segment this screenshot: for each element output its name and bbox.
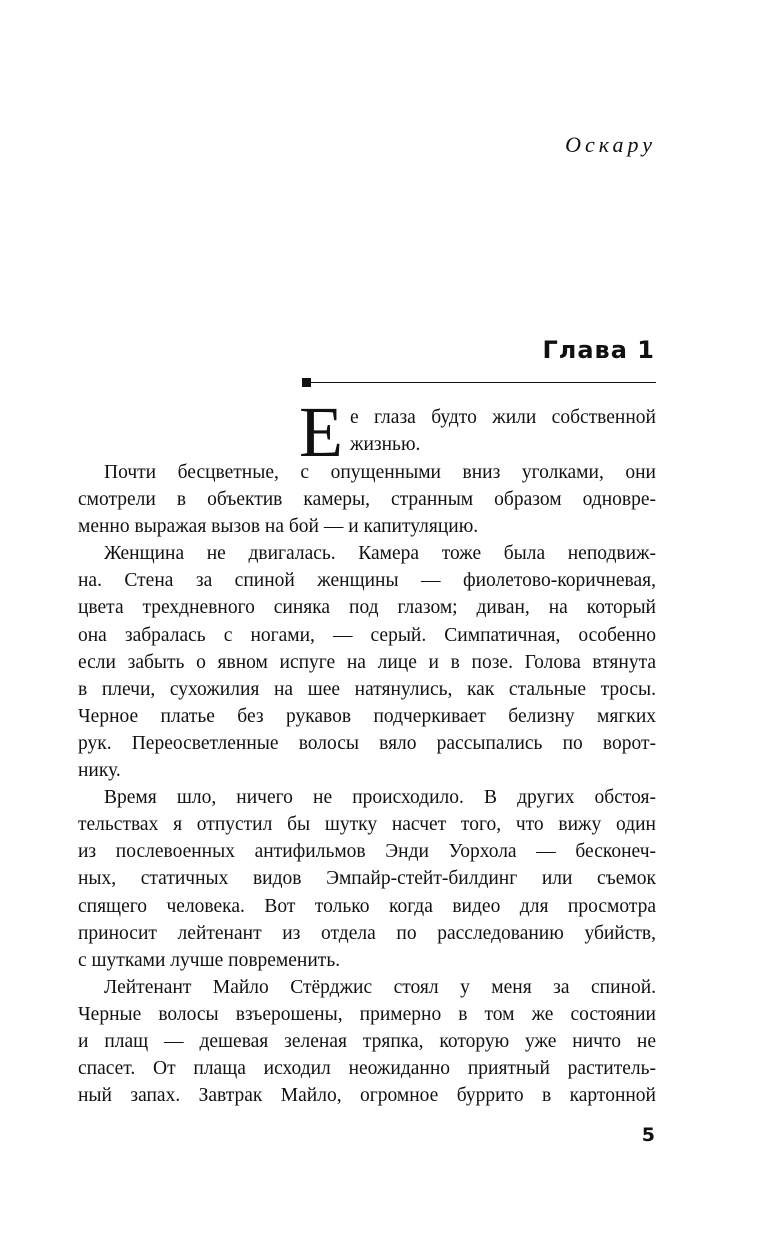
first-paragraph: [350, 404, 656, 458]
text-line: спящего человека. Вот только когда видео для просмотра: [78, 895, 656, 917]
text-line: рук. Переосветленные волосы вяло рассыпались по ворот-: [78, 732, 656, 754]
drop-cap: Е: [299, 392, 343, 472]
text-line: Черные волосы взъерошены, примерно в том же состоянии: [78, 1003, 656, 1025]
text-line: тельствах я отпустил бы шутку насчет того, что вижу один: [78, 814, 656, 836]
text-line: если забыть о явном испуге на лице и в позе. Голова втянута: [78, 651, 656, 673]
dedication: Оскару: [565, 132, 656, 157]
text-line: ных, статичных видов Эмпайр-стейт-билдинг или съемок: [78, 868, 656, 890]
text-line: Почти бесцветные, с опущенными вниз уголками, они: [104, 462, 656, 483]
chapter-rule: [304, 382, 656, 383]
text-line: цвета трехдневного синяка под глазом; диван, на который: [78, 597, 656, 619]
text-line: смотрели в объектив камеры, странным образом одновре-: [78, 489, 656, 511]
text-line: из послевоенных антифильмов Энди Уорхола — бесконеч-: [78, 841, 656, 863]
text-line: Время шло, ничего не происходило. В других обстоя-: [104, 787, 656, 809]
text-line: Черное платье без рукавов подчеркивает белизну мягких: [78, 705, 656, 727]
body-text: [78, 459, 656, 1109]
text-line: и плащ — дешевая зеленая тряпка, которую уже ничто не: [78, 1030, 656, 1052]
text-line: приносит лейтенант из отдела по расследованию убийств,: [78, 922, 656, 944]
first-paragraph-line: е глаза будто жили собственной: [350, 407, 656, 428]
text-line: ный запах. Завтрак Майло, огромное буррито в картонной: [78, 1085, 656, 1107]
text-line: спасет. От плаща исходил неожиданно приятный раститель-: [78, 1058, 656, 1080]
text-line: Женщина не двигалась. Камера тоже была неподвиж-: [104, 543, 656, 565]
text-line: менно выражая вызов на бой — и капитуляцию.: [78, 516, 479, 538]
text-line: в плечи, сухожилия на шее натянулись, как стальные тросы.: [78, 678, 656, 700]
page-number: 5: [641, 1124, 655, 1146]
text-line: Лейтенант Майло Стёрджис стоял у меня за спиной.: [104, 976, 656, 998]
first-paragraph-line: жизнью.: [350, 434, 421, 456]
chapter-title: Глава 1: [542, 336, 655, 364]
text-line: нику.: [78, 760, 121, 782]
text-line: с шутками лучше повременить.: [78, 949, 341, 971]
text-line: она забралась с ногами, — серый. Симпатичная, особенно: [78, 624, 656, 646]
text-line: на. Стена за спиной женщины — фиолетово-коричневая,: [78, 570, 656, 592]
